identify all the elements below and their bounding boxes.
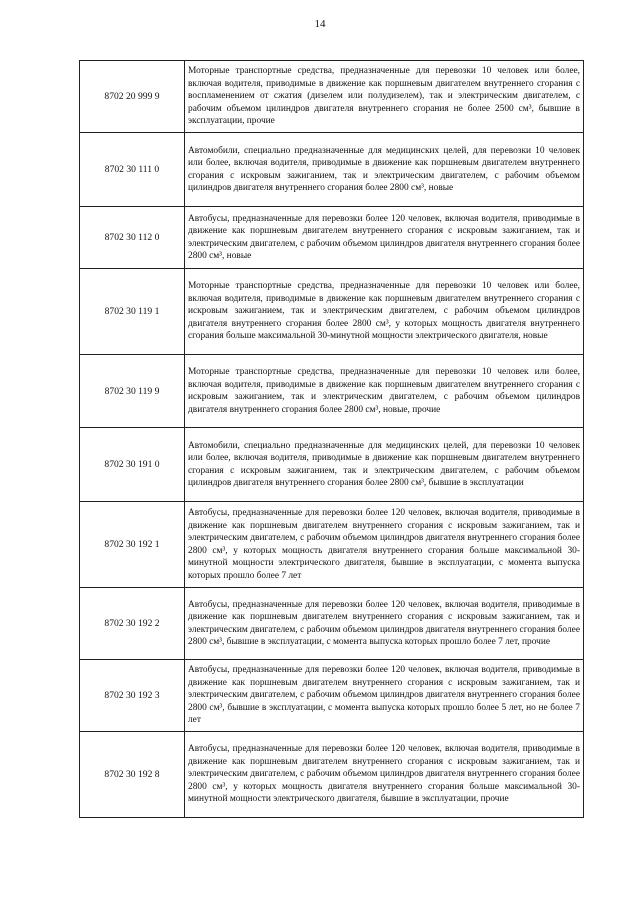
page-number: 14 xyxy=(314,18,326,30)
code-description: Моторные транспортные средства, предназначенные для перевозки 10 человек или более, включая водителя, приводимые в движение как поршневым двигателем внутреннего сгорания с воспламенением от сжатия (дизелем или полудизелем), так и электрическим двигателем, с рабочим объемом цилиндров двигателя внутреннего сгорания не более 2500 см³, бывшие в эксплуатации, прочие xyxy=(185,61,584,133)
code-description: Автобусы, предназначенные для перевозки более 120 человек, включая водителя, приводимые в движение как поршневым двигателем внутреннего сгорания с искровым зажиганием, так и электрическим двигателем, с рабочим объемом цилиндров двигателя внутреннего сгорания более 2800 см³, у которых мощность двигателя внутреннего сгорания больше максимальной 30-минутной мощности электрического двигателя, бывшие в эксплуатации, прочие xyxy=(185,732,584,818)
tariff-code: 8702 30 191 0 xyxy=(80,428,185,502)
tariff-code: 8702 30 192 2 xyxy=(80,588,185,660)
table-row xyxy=(80,588,584,660)
tariff-code: 8702 30 192 8 xyxy=(80,732,185,818)
code-description: Автобусы, предназначенные для перевозки более 120 человек, включая водителя, приводимые в движение как поршневым двигателем внутреннего сгорания с искровым зажиганием, так и электрическим двигателем, с рабочим объемом цилиндров двигателя внутреннего сгорания более 2800 см³, у которых мощность двигателя внутреннего сгорания больше максимальной 30-минутной мощности электрического двигателя, бывшие в эксплуатации, с момента выпуска которых прошло более 7 лет xyxy=(185,502,584,588)
tariff-code: 8702 30 119 1 xyxy=(80,269,185,355)
table-row xyxy=(80,732,584,818)
tariff-code: 8702 30 111 0 xyxy=(80,133,185,207)
code-description: Автомобили, специально предназначенные для медицинских целей, для перевозки 10 человек или более, включая водителя, приводимые в движение как поршневым двигателем внутреннего сгорания с искровым зажиганием, так и электрическим двигателем, с рабочим объемом цилиндров двигателя внутреннего сгорания более 2800 см³, новые xyxy=(185,133,584,207)
code-description: Автобусы, предназначенные для перевозки более 120 человек, включая водителя, приводимые в движение как поршневым двигателем внутреннего сгорания с искровым зажиганием, так и электрическим двигателем, с рабочим объемом цилиндров двигателя внутреннего сгорания более 2800 см³, новые xyxy=(185,207,584,269)
code-description: Автобусы, предназначенные для перевозки более 120 человек, включая водителя, приводимые в движение как поршневым двигателем внутреннего сгорания с искровым зажиганием, так и электрическим двигателем, с рабочим объемом цилиндров двигателя внутреннего сгорания более 2800 см³, бывшие в эксплуатации, с момента выпуска которых прошло более 7 лет, прочие xyxy=(185,588,584,660)
tariff-code: 8702 30 192 3 xyxy=(80,660,185,732)
table-row xyxy=(80,61,584,133)
table-row xyxy=(80,355,584,428)
code-description: Автомобили, специально предназначенные для медицинских целей, для перевозки 10 человек или более, включая водителя, приводимые в движение как поршневым двигателем внутреннего сгорания с искровым зажиганием, так и электрическим двигателем, с рабочим объемом цилиндров двигателя внутреннего сгорания более 2800 см³, бывшие в эксплуатации xyxy=(185,428,584,502)
table-row xyxy=(80,269,584,355)
code-description: Автобусы, предназначенные для перевозки более 120 человек, включая водителя, приводимые в движение как поршневым двигателем внутреннего сгорания с искровым зажиганием, так и электрическим двигателем, с рабочим объемом цилиндров двигателя внутреннего сгорания более 2800 см³, бывшие в эксплуатации, с момента выпуска которых прошло более 5 лет, но не более 7 лет xyxy=(185,660,584,732)
tariff-code: 8702 30 112 0 xyxy=(80,207,185,269)
table-row xyxy=(80,207,584,269)
table-row xyxy=(80,502,584,588)
code-description: Моторные транспортные средства, предназначенные для перевозки 10 человек или более, включая водителя, приводимые в движение как поршневым двигателем внутреннего сгорания с искровым зажиганием, так и электрическим двигателем, с рабочим объемом цилиндров двигателя внутреннего сгорания более 2800 см³, у которых мощность двигателя внутреннего сгорания больше максимальной 30-минутной мощности электрического двигателя, новые xyxy=(185,269,584,355)
tariff-code: 8702 30 119 9 xyxy=(80,355,185,428)
tariff-code-table xyxy=(79,60,584,818)
table-row xyxy=(80,660,584,732)
tariff-code: 8702 30 192 1 xyxy=(80,502,185,588)
table-row xyxy=(80,428,584,502)
code-description: Моторные транспортные средства, предназначенные для перевозки 10 человек или более, включая водителя, приводимые в движение как поршневым двигателем внутреннего сгорания с искровым зажиганием, так и электрическим двигателем, с рабочим объемом цилиндров двигателя внутреннего сгорания более 2800 см³, новые, прочие xyxy=(185,355,584,428)
tariff-code: 8702 20 999 9 xyxy=(80,61,185,133)
table-row xyxy=(80,133,584,207)
